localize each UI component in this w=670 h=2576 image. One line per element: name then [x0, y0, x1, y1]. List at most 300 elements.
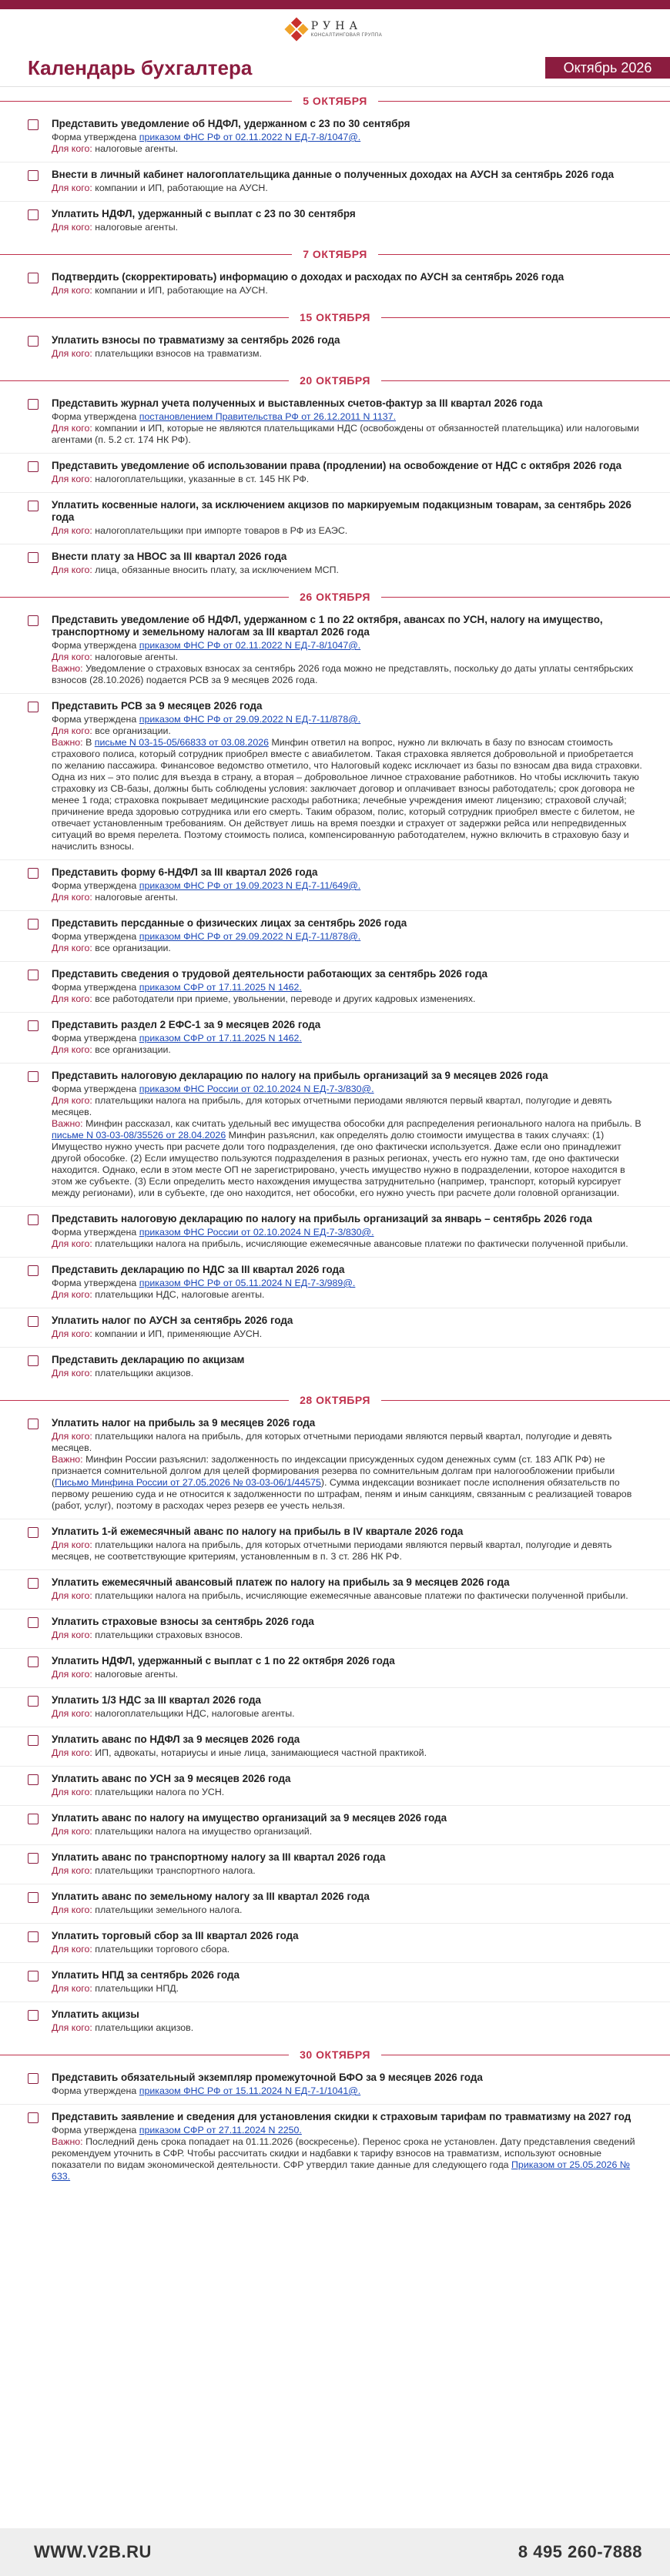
task-title: Уплатить взносы по травматизму за сентябрь 2026 года — [52, 334, 340, 346]
task-detail-line — [52, 222, 642, 233]
task-detail-line — [52, 1454, 642, 1512]
detail-text: Форма утверждена — [52, 1084, 139, 1094]
task-detail-line — [52, 714, 642, 725]
date-divider-right — [381, 380, 670, 381]
task-body — [52, 1315, 642, 1340]
task-body — [52, 118, 642, 155]
document-link[interactable]: приказом СФР от 17.11.2025 N 1462. — [139, 982, 302, 993]
task-checkbox[interactable] — [28, 1214, 39, 1225]
field-label: Для кого: — [52, 285, 92, 296]
page-footer — [0, 2528, 670, 2576]
field-label: Важно: — [52, 1118, 83, 1129]
task-group — [0, 391, 670, 583]
task-checkbox[interactable] — [28, 2112, 39, 2123]
document-link[interactable]: приказом ФНС России от 02.10.2024 N ЕД-7-3/830@. — [139, 1084, 374, 1094]
field-label: Для кого: — [52, 1669, 92, 1680]
field-label: Для кого: — [52, 2022, 92, 2033]
task-checkbox[interactable] — [28, 1971, 39, 1981]
task-title: Представить налоговую декларацию по налогу на прибыль организаций за 9 месяцев 2026 года — [52, 1070, 548, 1081]
detail-text: налогоплательщики НДС, налоговые агенты. — [92, 1708, 295, 1719]
field-label: Для кого: — [52, 993, 92, 1004]
task-item — [0, 1610, 670, 1649]
page-title: Календарь бухгалтера — [28, 55, 253, 79]
task-title: Внести плату за НВОС за III квартал 2026 года — [52, 551, 287, 562]
task-body — [52, 460, 642, 485]
task-group — [0, 265, 670, 303]
field-label: Для кого: — [52, 143, 92, 154]
detail-text: плательщики налога по УСН. — [92, 1787, 225, 1797]
task-body — [52, 1526, 642, 1563]
detail-text: компании и ИП, работающие на АУСН. — [92, 183, 268, 193]
detail-text: налоговые агенты. — [92, 222, 179, 233]
detail-text: Форма утверждена — [52, 880, 139, 891]
detail-text: плательщики взносов на травматизм. — [92, 348, 262, 359]
task-body — [52, 1969, 642, 1995]
task-detail-line — [52, 1787, 642, 1798]
field-label: Для кого: — [52, 1826, 92, 1837]
task-item — [0, 1727, 670, 1767]
task-checkbox[interactable] — [28, 1265, 39, 1276]
task-title: Представить уведомление об использовании права (продлении) на освобождение от НДС с октября 2026 года — [52, 460, 622, 471]
task-item — [0, 1207, 670, 1258]
task-checkbox[interactable] — [28, 1735, 39, 1746]
field-label: Для кого: — [52, 564, 92, 575]
task-detail-line — [52, 1084, 642, 1095]
task-checkbox[interactable] — [28, 1617, 39, 1628]
task-detail-line — [52, 143, 642, 155]
document-link[interactable]: приказом СФР от 27.11.2024 N 2250. — [139, 2125, 302, 2136]
task-checkbox[interactable] — [28, 399, 39, 410]
task-detail-line — [52, 423, 642, 446]
field-label: Для кого: — [52, 1289, 92, 1300]
task-title: Уплатить налог по АУСН за сентябрь 2026 года — [52, 1315, 293, 1326]
task-title: Уплатить акцизы — [52, 2008, 139, 2020]
task-body — [52, 2008, 642, 2034]
task-detail-line — [52, 1826, 642, 1837]
date-label: 28 ОКТЯБРЯ — [300, 1394, 370, 1406]
date-divider-right — [378, 254, 670, 255]
task-checkbox[interactable] — [28, 1316, 39, 1327]
task-body — [52, 1213, 642, 1250]
field-label: Для кого: — [52, 1368, 92, 1378]
task-checkbox[interactable] — [28, 119, 39, 130]
task-checkbox[interactable] — [28, 1774, 39, 1785]
task-detail-line — [52, 1328, 642, 1340]
task-detail-line — [52, 2136, 642, 2182]
field-label: Для кого: — [52, 183, 92, 193]
brand-subtitle: КОНСАЛТИНГОВАЯ ГРУППА — [310, 33, 383, 38]
task-detail-line — [52, 348, 642, 360]
task-checkbox[interactable] — [28, 1527, 39, 1538]
field-label: Для кого: — [52, 1630, 92, 1640]
field-label: Для кого: — [52, 725, 92, 736]
task-item — [0, 1688, 670, 1727]
task-title: Представить налоговую декларацию по налогу на прибыль организаций за январь – сентябрь 2026 года — [52, 1213, 592, 1224]
field-label: Для кого: — [52, 1431, 92, 1442]
task-title: Представить уведомление об НДФЛ, удержанном с 1 по 22 октября, авансах по УСН, налогу на имущество, транспортному и земельному налогам за III квартал 2026 года — [52, 614, 603, 638]
task-detail-line — [52, 1033, 642, 1044]
detail-text: плательщики торгового сбора. — [92, 1944, 230, 1955]
task-detail-line — [52, 1289, 642, 1301]
task-detail-line — [52, 880, 642, 892]
task-title: Уплатить торговый сбор за III квартал 2026 года — [52, 1930, 299, 1941]
task-title: Представить персданные о физических лицах за сентябрь 2026 года — [52, 917, 407, 929]
task-item — [0, 1064, 670, 1207]
date-divider-left — [0, 1400, 289, 1401]
task-detail-line — [52, 993, 642, 1005]
task-detail-line — [52, 2085, 642, 2097]
calendar-list — [0, 90, 670, 2189]
detail-text: Минфин рассказал, как считать удельный вес имущества обособки для распределения регионального налога на прибыль. В — [82, 1118, 642, 1129]
date-divider-left — [0, 380, 289, 381]
task-detail-line — [52, 1118, 642, 1199]
field-label: Для кого: — [52, 222, 92, 233]
date-divider-right — [381, 317, 670, 318]
task-checkbox[interactable] — [28, 273, 39, 283]
field-label: Для кого: — [52, 348, 92, 359]
task-title: Уплатить НПД за сентябрь 2026 года — [52, 1969, 240, 1981]
document-link[interactable]: письме N 03-03-08/35526 от 28.04.2026 — [52, 1130, 226, 1141]
date-divider-left — [0, 254, 292, 255]
document-link[interactable]: постановлением Правительства РФ от 26.12.2011 N 1137. — [139, 411, 397, 422]
task-detail-line — [52, 652, 642, 663]
task-item — [0, 162, 670, 202]
detail-text: Форма утверждена — [52, 2125, 139, 2136]
field-label: Для кого: — [52, 1983, 92, 1994]
date-divider-left — [0, 317, 289, 318]
detail-text: Форма утверждена — [52, 411, 139, 422]
task-title: Уплатить НДФЛ, удержанный с выплат с 23 по 30 сентября — [52, 208, 356, 219]
task-checkbox[interactable] — [28, 1355, 39, 1366]
date-heading — [0, 1389, 670, 1411]
task-title: Представить форму 6-НДФЛ за III квартал 2026 года — [52, 866, 318, 878]
task-body — [52, 169, 642, 194]
task-detail-line — [52, 183, 642, 194]
task-detail-line — [52, 1278, 642, 1289]
task-title: Уплатить налог на прибыль за 9 месяцев 2026 года — [52, 1417, 316, 1429]
task-body — [52, 2111, 642, 2182]
task-checkbox[interactable] — [28, 209, 39, 220]
document-link[interactable]: Письмо Минфина России от 27.05.2026 № 03-03-06/1/44575 — [55, 1477, 321, 1488]
task-body — [52, 551, 642, 576]
task-body — [52, 614, 642, 686]
task-checkbox[interactable] — [28, 1853, 39, 1864]
detail-text: Форма утверждена — [52, 1278, 139, 1288]
detail-text: Форма утверждена — [52, 132, 139, 142]
field-label: Для кого: — [52, 1044, 92, 1055]
detail-text: плательщики налога на имущество организаций. — [92, 1826, 313, 1837]
field-label: Для кого: — [52, 1238, 92, 1249]
detail-text: Форма утверждена — [52, 714, 139, 725]
field-label: Для кого: — [52, 1708, 92, 1719]
task-title: Уплатить аванс по УСН за 9 месяцев 2026 года — [52, 1773, 291, 1784]
detail-text: плательщики транспортного налога. — [92, 1865, 256, 1876]
task-body — [52, 499, 642, 537]
task-title: Уплатить аванс по налогу на имущество организаций за 9 месяцев 2026 года — [52, 1812, 447, 1824]
task-item — [0, 2002, 670, 2041]
task-item — [0, 694, 670, 860]
task-title: Представить обязательный экземпляр промежуточной БФО за 9 месяцев 2026 года — [52, 2072, 483, 2083]
task-title: Уплатить 1-й ежемесячный аванс по налогу на прибыль в IV квартале 2026 года — [52, 1526, 464, 1537]
task-item — [0, 1308, 670, 1348]
task-detail-line — [52, 1044, 642, 1056]
task-detail-line — [52, 1238, 642, 1250]
task-item — [0, 544, 670, 583]
task-body — [52, 866, 642, 903]
detail-text: Форма утверждена — [52, 1033, 139, 1043]
task-checkbox[interactable] — [28, 919, 39, 930]
task-body — [52, 1576, 642, 1602]
document-link[interactable]: приказом ФНС РФ от 29.09.2022 N ЕД-7-11/878@. — [139, 931, 361, 942]
detail-text: плательщики НДС, налоговые агенты. — [92, 1289, 265, 1300]
task-detail-line — [52, 525, 642, 537]
task-detail-line — [52, 663, 642, 686]
task-detail-line — [52, 1904, 642, 1916]
date-divider-right — [381, 597, 670, 598]
task-body — [52, 1812, 642, 1837]
document-link[interactable]: Приказом от 25.05.2026 № 633. — [52, 2159, 631, 2182]
task-item — [0, 391, 670, 454]
task-detail-line — [52, 943, 642, 954]
task-detail-line — [52, 1539, 642, 1563]
task-detail-line — [52, 132, 642, 143]
task-item — [0, 202, 670, 240]
task-item — [0, 1767, 670, 1806]
footer-site-link[interactable]: WWW.V2B.RU — [34, 2542, 152, 2561]
detail-text: плательщики налога на прибыль, исчисляющие ежемесячные авансовые платежи по фактически полученной прибыли. — [92, 1590, 628, 1601]
task-body — [52, 334, 642, 360]
task-group — [0, 608, 670, 1386]
task-checkbox[interactable] — [28, 1892, 39, 1903]
task-title: Представить РСВ за 9 месяцев 2026 года — [52, 700, 263, 712]
detail-text: налогоплательщики, указанные в ст. 145 НК РФ. — [92, 474, 310, 484]
date-label: 26 ОКТЯБРЯ — [300, 591, 370, 603]
task-title: Представить сведения о трудовой деятельности работающих за сентябрь 2026 года — [52, 968, 487, 980]
detail-text: Форма утверждена — [52, 1227, 139, 1238]
task-detail-line — [52, 1669, 642, 1680]
task-checkbox[interactable] — [28, 970, 39, 980]
detail-text: Уведомление о страховых взносах за сентябрь 2026 года можно не представлять, поскольку до даты уплаты сентябрьских взносов (28.10.2026) подается РСВ за 9 месяцев 2026 года. — [52, 663, 634, 685]
task-group — [0, 1411, 670, 2041]
task-detail-line — [52, 982, 642, 993]
task-body — [52, 208, 642, 233]
field-label: Для кого: — [52, 652, 92, 662]
task-detail-line — [52, 931, 642, 943]
task-body — [52, 700, 642, 853]
date-heading — [0, 307, 670, 328]
field-label: Для кого: — [52, 1865, 92, 1876]
detail-text: налоговые агенты. — [92, 143, 179, 154]
date-divider-right — [378, 101, 670, 102]
task-detail-line — [52, 1227, 642, 1238]
document-link[interactable]: приказом ФНС РФ от 15.11.2024 N ЕД-7-1/1041@. — [139, 2085, 361, 2096]
task-checkbox[interactable] — [28, 1814, 39, 1824]
task-title: Представить уведомление об НДФЛ, удержанном с 23 по 30 сентября — [52, 118, 410, 129]
task-detail-line — [52, 2022, 642, 2034]
field-label: Для кого: — [52, 1095, 92, 1106]
task-item — [0, 1963, 670, 2002]
field-label: Для кого: — [52, 1747, 92, 1758]
field-label: Для кого: — [52, 1787, 92, 1797]
task-checkbox[interactable] — [28, 552, 39, 563]
field-label: Для кого: — [52, 1944, 92, 1955]
detail-text: ИП, адвокаты, нотариусы и иные лица, занимающиеся частной практикой. — [92, 1747, 427, 1758]
task-checkbox[interactable] — [28, 2073, 39, 2084]
document-link[interactable]: приказом ФНС РФ от 19.09.2023 N ЕД-7-11/649@. — [139, 880, 361, 891]
task-detail-line — [52, 1368, 642, 1379]
task-item — [0, 1649, 670, 1688]
task-item — [0, 2105, 670, 2189]
task-body — [52, 1354, 642, 1379]
task-item — [0, 1806, 670, 1845]
task-checkbox[interactable] — [28, 170, 39, 181]
detail-text: плательщики налога на прибыль, для которых отчетными периодами являются первый квартал, полугодие и девять месяцев. — [52, 1095, 612, 1117]
detail-text: налоговые агенты. — [92, 1669, 179, 1680]
task-detail-line — [52, 1865, 642, 1877]
document-link[interactable]: приказом ФНС РФ от 02.11.2022 N ЕД-7-8/1047@. — [139, 640, 361, 651]
month-badge: Октябрь 2026 — [545, 57, 670, 79]
task-item — [0, 265, 670, 303]
task-checkbox[interactable] — [28, 702, 39, 712]
task-checkbox[interactable] — [28, 1656, 39, 1667]
task-title: Представить декларацию по акцизам — [52, 1354, 245, 1365]
task-item — [0, 608, 670, 694]
date-heading — [0, 243, 670, 265]
detail-text: лица, обязанные вносить плату, за исключением МСП. — [92, 564, 339, 575]
task-checkbox[interactable] — [28, 1419, 39, 1429]
date-heading — [0, 586, 670, 608]
date-divider-left — [0, 101, 292, 102]
task-detail-line — [52, 725, 642, 737]
task-body — [52, 1734, 642, 1759]
detail-text: компании и ИП, работающие на АУСН. — [92, 285, 268, 296]
field-label: Для кого: — [52, 1590, 92, 1601]
task-title: Уплатить НДФЛ, удержанный с выплат с 1 по 22 октября 2026 года — [52, 1655, 395, 1667]
task-checkbox[interactable] — [28, 461, 39, 472]
field-label: Важно: — [52, 737, 83, 748]
task-checkbox[interactable] — [28, 2010, 39, 2021]
detail-text: Минфин ответил на вопрос, нужно ли включать в базу по взносам стоимость страхового полиса, который сотрудник приобрел вместе с авиабилетом. Такая страховка является добровольной и приобретается по желанию пассажира. Финансовое ведомство отметило, что Налоговый кодекс исключает из базы по взносам два вида страховки. Одна из них – это полис для въезда в страну, а вторая – добровольное личное страхование работников. Но чтобы исключить такую страховку из СВ-базы, должны быть соблюдены условия: заключает договор и оплачивает взносы работодатель; срок договора не менее 1 года; страховка покрывает медицинские расходы работника; лечебные учреждения имеют лицензию; страховой случай; причинение вреда здоровью сотрудника или его смерть. Таким образом, полис, который сотрудник приобрел вместе с билетом, не отвечает установленным требованиям. Он действует лишь на время поездки и страхует от задержки рейса или непредвиденных ситуаций во время перелета. Поэтому стоимость полиса, компенсированную работодателем, нужно включить в страховую базу и начислить взносы. — [52, 737, 642, 852]
document-link[interactable]: приказом ФНС России от 02.10.2024 N ЕД-7-3/830@. — [139, 1227, 374, 1238]
task-title: Уплатить ежемесячный авансовый платеж по налогу на прибыль за 9 месяцев 2026 года — [52, 1576, 510, 1588]
date-label: 20 ОКТЯБРЯ — [300, 374, 370, 387]
task-body — [52, 917, 642, 954]
field-label: Для кого: — [52, 423, 92, 434]
task-body — [52, 1616, 642, 1641]
task-checkbox[interactable] — [28, 1578, 39, 1589]
task-item — [0, 962, 670, 1013]
detail-text: компании и ИП, которые не являются плательщиками НДС (освобождены от обязанностей плательщика) или налоговыми агентами (п. 5.2 ст. 174 НК РФ). — [52, 423, 639, 445]
detail-text: плательщики земельного налога. — [92, 1904, 243, 1915]
detail-text: все организации. — [92, 943, 171, 953]
task-body — [52, 1655, 642, 1680]
task-body — [52, 1694, 642, 1720]
task-title: Представить заявление и сведения для установления скидки к страховым тарифам по травматизму на 2027 год — [52, 2111, 631, 2122]
field-label: Для кого: — [52, 892, 92, 903]
document-link[interactable]: приказом ФНС РФ от 29.09.2022 N ЕД-7-11/878@. — [139, 714, 361, 725]
task-item — [0, 454, 670, 493]
field-label: Для кого: — [52, 474, 92, 484]
task-checkbox[interactable] — [28, 336, 39, 347]
task-title: Внести в личный кабинет налогоплательщика данные о полученных доходах на АУСН за сентябрь 2026 года — [52, 169, 615, 180]
detail-text: плательщики страховых взносов. — [92, 1630, 243, 1640]
task-body — [52, 2072, 642, 2097]
date-label: 30 ОКТЯБРЯ — [300, 2048, 370, 2061]
detail-text: плательщики налога на прибыль, исчисляющие ежемесячные авансовые платежи по фактически полученной прибыли. — [92, 1238, 628, 1249]
detail-text: Минфин разъяснил, как определять долю стоимости имущества в таких случаях: (1) Имущество нужно учесть при расчете доли того подразделения, где оно фактически используется. Даже если оно принадлежит другой обособке. (2) Если имущество пользуются подразделения в разных регионах, учесть его нужно там, где оно фактически находится. Однако, если в этом месте ОП не зарегистрировано, учесть имущество нужно в подразделении, которое находится в этом же субъекте. (3) Если определить место нахождения имущества затруднительно (например, транспорт, который курсирует между регионами), или в субъекте, где оно находится, нет обособки, его нужно учесть при расчете доли головной организации. — [52, 1130, 625, 1198]
detail-text: плательщики акцизов. — [92, 2022, 194, 2033]
task-item — [0, 493, 670, 544]
task-item — [0, 1519, 670, 1570]
task-title: Уплатить аванс по земельному налогу за III квартал 2026 года — [52, 1891, 370, 1902]
field-label: Для кого: — [52, 1904, 92, 1915]
detail-text: налоговые агенты. — [92, 892, 179, 903]
page-header — [0, 49, 670, 87]
task-detail-line — [52, 737, 642, 853]
footer-phone: 8 495 260-7888 — [518, 2542, 642, 2561]
task-body — [52, 1019, 642, 1056]
task-checkbox[interactable] — [28, 868, 39, 879]
task-item — [0, 911, 670, 962]
task-item — [0, 1924, 670, 1963]
detail-text: Форма утверждена — [52, 640, 139, 651]
task-detail-line — [52, 640, 642, 652]
task-detail-line — [52, 2125, 642, 2136]
task-body — [52, 968, 642, 1005]
document-link[interactable]: приказом ФНС РФ от 05.11.2024 N ЕД-7-3/989@. — [139, 1278, 356, 1288]
task-checkbox[interactable] — [28, 1020, 39, 1031]
detail-text: Минфин России разъяснил: задолженность по индексации присужденных судом денежных сумм (ст. 183 АПК РФ) не признается сомнительной долгом для целей формирования резерва по сомнительным долгам при налогообложении прибыли ( — [52, 1454, 615, 1488]
task-body — [52, 1773, 642, 1798]
task-checkbox[interactable] — [28, 615, 39, 626]
task-item — [0, 1013, 670, 1064]
detail-text: Форма утверждена — [52, 2085, 139, 2096]
task-detail-line — [52, 1630, 642, 1641]
task-checkbox[interactable] — [28, 1696, 39, 1707]
task-checkbox[interactable] — [28, 1931, 39, 1942]
task-item — [0, 1845, 670, 1884]
date-divider-right — [381, 1400, 670, 1401]
task-detail-line — [52, 1095, 642, 1118]
field-label: Важно: — [52, 663, 83, 674]
task-detail-line — [52, 1590, 642, 1602]
detail-text: плательщики НПД. — [92, 1983, 179, 1994]
task-item — [0, 2065, 670, 2105]
detail-text: плательщики акцизов. — [92, 1368, 194, 1378]
task-checkbox[interactable] — [28, 1071, 39, 1082]
task-item — [0, 1411, 670, 1519]
document-link[interactable]: письме N 03-15-05/66833 от 03.08.2026 — [94, 737, 269, 748]
field-label: Важно: — [52, 2136, 83, 2147]
task-group — [0, 328, 670, 367]
detail-text: все организации. — [92, 1044, 171, 1055]
date-label: 15 ОКТЯБРЯ — [300, 311, 370, 323]
date-label: 7 ОКТЯБРЯ — [303, 248, 367, 260]
field-label: Важно: — [52, 1454, 83, 1465]
task-item — [0, 328, 670, 367]
task-item — [0, 1570, 670, 1610]
field-label: Для кого: — [52, 1539, 92, 1550]
detail-text: В — [82, 737, 95, 748]
task-body — [52, 397, 642, 446]
task-body — [52, 1264, 642, 1301]
task-title: Представить журнал учета полученных и выставленных счетов-фактур за III квартал 2026 года — [52, 397, 543, 409]
task-checkbox[interactable] — [28, 501, 39, 511]
document-link[interactable]: приказом СФР от 17.11.2025 N 1462. — [139, 1033, 302, 1043]
task-detail-line — [52, 1747, 642, 1759]
detail-text: Форма утверждена — [52, 931, 139, 942]
document-link[interactable]: приказом ФНС РФ от 02.11.2022 N ЕД-7-8/1047@. — [139, 132, 361, 142]
